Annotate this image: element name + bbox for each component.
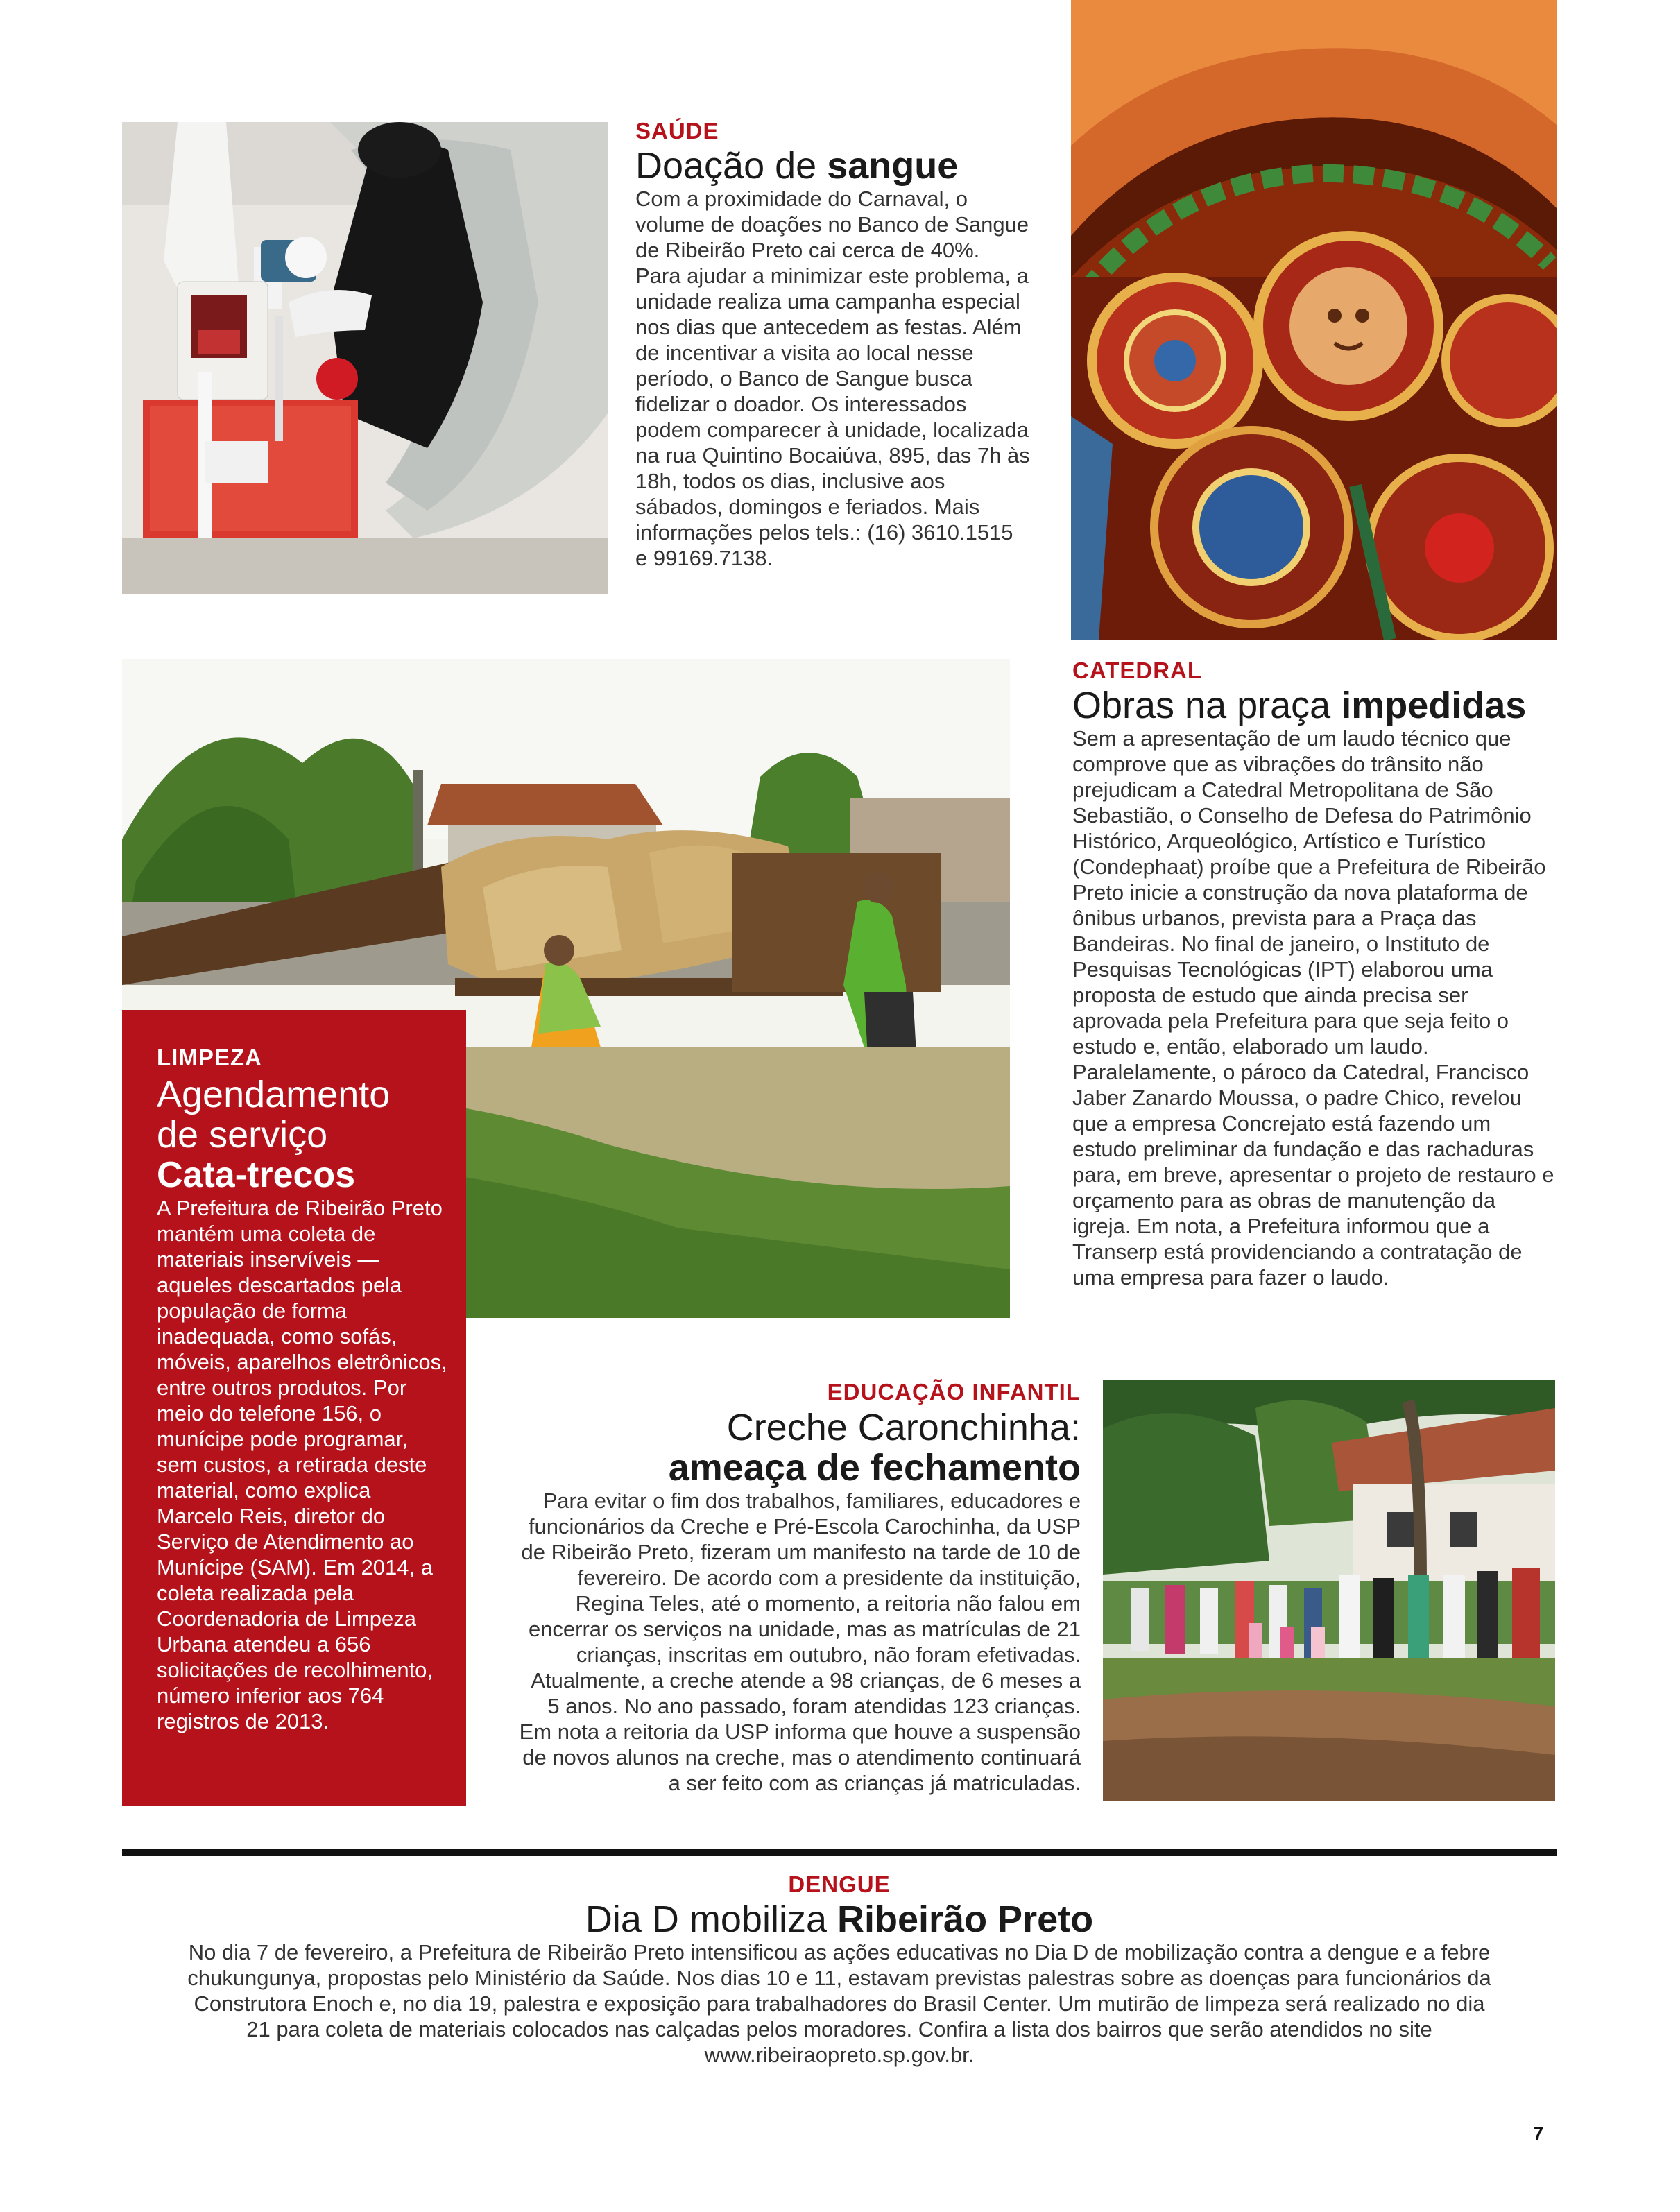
limpeza-title-light-1: Agendamento <box>157 1074 391 1115</box>
catedral-title-light: Obras na praça <box>1072 685 1342 726</box>
saude-title-bold: sangue <box>827 145 959 187</box>
limpeza-article <box>157 1046 448 1734</box>
section-divider <box>122 1849 1557 1856</box>
dengue-kicker: DENGUE <box>788 1871 891 1897</box>
creche-title-light: Creche Caronchinha: <box>726 1407 1081 1448</box>
limpeza-kicker: LIMPEZA <box>157 1045 262 1070</box>
limpeza-body: A Prefeitura de Ribeirão Preto mantém uma coleta de materiais inservíveis — aqueles descartados pela população de forma inadequada, como sofás, móveis, aparelhos eletrônicos, entre outros produtos. Por meio do telefone 156, o munícipe pode programar, sem custos, a retirada deste material, como explica Marcelo Reis, diretor do Serviço de Atendimento ao Munícipe (SAM). Em 2014, a coleta realizada pela Coordenadoria de Limpeza Urbana atendeu a 656 solicitações de recolhimento, número inferior aos 764 registros de 2013. <box>157 1196 447 1733</box>
creche-article <box>519 1380 1081 1796</box>
dengue-body: No dia 7 de fevereiro, a Prefeitura de Ribeirão Preto intensificou as ações educativas no Dia D de mobilização contra a dengue e a febre chukungunya, propostas pelo Ministério da Saúde. Nos dias 10 e 11, estavam previstas palestras sobre as doenças para funcionários da Construtora Enoch e, no dia 19, palestra e exposição para trabalhadores do Brasil Center. Um mutirão de limpeza será realizado no dia 21 para coleta de materiais colocados nas calçadas pelos moradores. Confira a lista dos bairros que serão atendidos no site www.ribeiraopreto.sp.gov.br. <box>187 1939 1491 2067</box>
creche-body: Para evitar o fim dos trabalhos, familiares, educadores e funcionários da Creche e Pré-Escola Carochinha, da USP de Ribeirão Preto, fizeram um manifesto na tarde de 10 de fevereiro. De acordo com a presidente da instituição, Regina Teles, até o momento, a reitoria não falou em encerrar os serviços na unidade, mas as matrículas de 21 crianças, inscritas em outubro, não foram efetivadas. Atualmente, a creche atende a 98 crianças, de 6 meses a 5 anos. No ano passado, foram atendidas 123 crianças. Em nota a reitoria da USP informa que houve a suspensão de novos alunos na creche, mas o atendimento continuará a ser feito com as crianças já matriculadas. <box>519 1489 1081 1795</box>
cathedral-stained-glass-photo <box>1071 0 1557 640</box>
saude-body: Com a proximidade do Carnaval, o volume de doações no Banco de Sangue de Ribeirão Preto cai cerca de 40%. Para ajudar a minimizar este problema, a unidade realiza uma campanha especial nos dias que antecedem as festas. Além de incentivar a visita ao local nesse período, o Banco de Sangue busca fidelizar o doador. Os interessados podem comparecer à unidade, localizada na rua Quintino Bocaiúva, 895, das 7h às 18h, todos os dias, inclusive aos sábados, domingos e feriados. Mais informações pelos tels.: (16) 3610.1515 e 99169.7138. <box>635 186 1030 570</box>
saude-article <box>635 119 1031 571</box>
dengue-title-bold: Ribeirão Preto <box>837 1898 1094 1940</box>
creche-protest-photo <box>1103 1380 1555 1801</box>
catedral-title-bold: impedidas <box>1341 685 1527 726</box>
saude-title-light: Doação de <box>635 145 828 187</box>
creche-headline <box>519 1407 1081 1488</box>
catedral-article <box>1072 659 1558 1290</box>
saude-headline <box>635 146 1031 186</box>
catedral-headline <box>1072 686 1558 726</box>
limpeza-title-bold: Cata-trecos <box>157 1155 356 1195</box>
catedral-body: Sem a apresentação de um laudo técnico que comprove que as vibrações do trânsito não prejudicam a Catedral Metropolitana de São Sebastião, o Conselho de Defesa do Patrimônio Histórico, Arqueológico, Artístico e Turístico (Condephaat) proíbe que a Prefeitura de Ribeirão Preto inicie a construção da nova plataforma de ônibus urbanos, prevista para a Praça das Bandeiras. No final de janeiro, o Instituto de Pesquisas Tecnológicas (IPT) elaborou uma proposta de estudo que ainda precisa ser aprovada pela Prefeitura para que seja feito o estudo e, então, elaborado um laudo. Paralelamente, o pároco da Catedral, Francisco Jaber Zanardo Moussa, o padre Chico, revelou que a empresa Concrejato está fazendo um estudo preliminar da fundação e das rachaduras para, em breve, apresentar o projeto de restauro e orçamento para as obras de manutenção da igreja. Em nota, a Prefeitura informou que a Transerp está providenciando a contratação de uma empresa para fazer o laudo. <box>1072 726 1554 1289</box>
limpeza-title-light-2: de serviço <box>157 1114 328 1156</box>
dengue-title-light: Dia D mobiliza <box>585 1898 837 1940</box>
creche-kicker: EDUCAÇÃO INFANTIL <box>827 1379 1081 1405</box>
dengue-article <box>122 1873 1557 2068</box>
dengue-headline <box>122 1900 1557 1939</box>
blood-donation-photo <box>122 122 608 594</box>
saude-kicker: SAÚDE <box>635 118 719 144</box>
creche-title-bold: ameaça de fechamento <box>668 1447 1081 1489</box>
limpeza-headline <box>157 1074 448 1195</box>
catedral-kicker: CATEDRAL <box>1072 658 1203 683</box>
page-number: 7 <box>1533 2123 1544 2144</box>
